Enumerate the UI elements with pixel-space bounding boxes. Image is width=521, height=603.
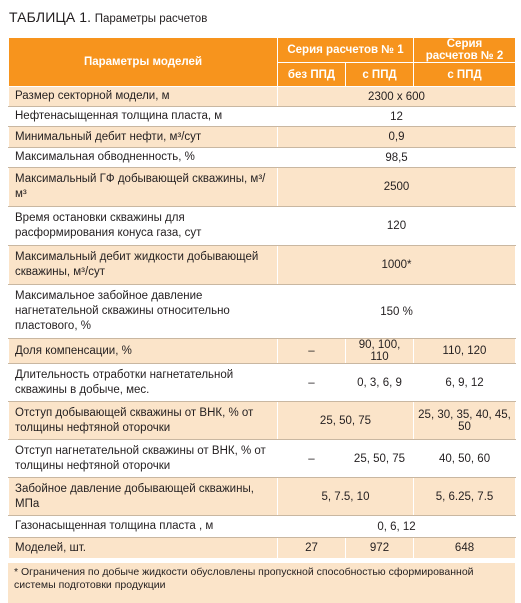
row-label: Нефтенасыщенная толщина пласта, м [9, 107, 278, 127]
series2-header: Серия расчетов № 2 [414, 38, 516, 63]
row-value: 2300 х 600 [278, 87, 516, 107]
row-label: Минимальный дебит нефти, м³/сут [9, 127, 278, 148]
table-row [9, 402, 516, 440]
row-value: 98,5 [278, 148, 516, 168]
s1-value: 5, 7.5, 10 [278, 478, 414, 516]
s1-with-value: 0, 3, 6, 9 [346, 364, 414, 402]
row-value: 0, 6, 12 [278, 516, 516, 538]
table-row [9, 127, 516, 148]
table-row [9, 246, 516, 285]
row-value: 2500 [278, 168, 516, 207]
s1-without-value: 27 [278, 538, 346, 559]
subheader-without-ppd: без ППД [278, 63, 346, 87]
row-label: Длительность отработки нагнетательной скважины в добыче, мес. [9, 364, 278, 402]
table-row [9, 148, 516, 168]
s1-with-value: 90, 100, 110 [346, 339, 414, 364]
subheader-with-ppd-series2: с ППД [414, 63, 516, 87]
table-row [9, 440, 516, 478]
table-row [9, 207, 516, 246]
row-label: Максимальное забойное давление нагнетательной скважины относительно пластового, % [9, 285, 278, 339]
s2-with-value: 40, 50, 60 [414, 440, 516, 478]
table-footnote: * Ограничения по добыче жидкости обусловлены пропускной способностью сформированной системы подготовки продукции [8, 563, 515, 603]
table-row [9, 364, 516, 402]
s1-without-value: – [278, 364, 346, 402]
params-column-header: Параметры моделей [9, 38, 278, 87]
s1-with-value: 25, 50, 75 [346, 440, 414, 478]
parameters-table [8, 37, 516, 559]
row-label: Максимальная обводненность, % [9, 148, 278, 168]
table-row [9, 87, 516, 107]
s2-with-value: 110, 120 [414, 339, 516, 364]
table-caption: Параметры расчетов [94, 13, 208, 25]
table-title [9, 9, 207, 27]
header-row-1 [9, 38, 516, 63]
row-label: Размер секторной модели, м [9, 87, 278, 107]
s2-with-value: 648 [414, 538, 516, 559]
s2-with-value: 25, 30, 35, 40, 45, 50 [414, 402, 516, 440]
row-value: 0,9 [278, 127, 516, 148]
subheader-with-ppd: с ППД [346, 63, 414, 87]
row-value: 150 % [278, 285, 516, 339]
row-label: Отступ нагнетательной скважины от ВНК, % от толщины нефтяной оторочки [9, 440, 278, 478]
table-number: ТАБЛИЦА 1. [9, 9, 92, 25]
series1-header: Серия расчетов № 1 [278, 38, 414, 63]
s1-without-value: – [278, 440, 346, 478]
row-value: 120 [278, 207, 516, 246]
table-row [9, 285, 516, 339]
row-label: Время остановки скважины для расформирования конуса газа, сут [9, 207, 278, 246]
s1-without-value: – [278, 339, 346, 364]
table-row [9, 107, 516, 127]
s2-with-value: 6, 9, 12 [414, 364, 516, 402]
s1-with-value: 972 [346, 538, 414, 559]
row-label: Забойное давление добывающей скважины, МПа [9, 478, 278, 516]
s1-value: 25, 50, 75 [278, 402, 414, 440]
row-label: Отступ добывающей скважины от ВНК, % от толщины нефтяной оторочки [9, 402, 278, 440]
row-value: 1000* [278, 246, 516, 285]
table-row [9, 516, 516, 538]
table-row [9, 339, 516, 364]
table-row [9, 478, 516, 516]
row-value: 12 [278, 107, 516, 127]
row-label: Газонасыщенная толщина пласта , м [9, 516, 278, 538]
row-label: Моделей, шт. [9, 538, 278, 559]
row-label: Максимальный ГФ добывающей скважины, м³/м³ [9, 168, 278, 207]
table-row [9, 538, 516, 559]
row-label: Доля компенсации, % [9, 339, 278, 364]
row-label: Максимальный дебит жидкости добывающей скважины, м³/сут [9, 246, 278, 285]
s2-with-value: 5, 6.25, 7.5 [414, 478, 516, 516]
table-row [9, 168, 516, 207]
